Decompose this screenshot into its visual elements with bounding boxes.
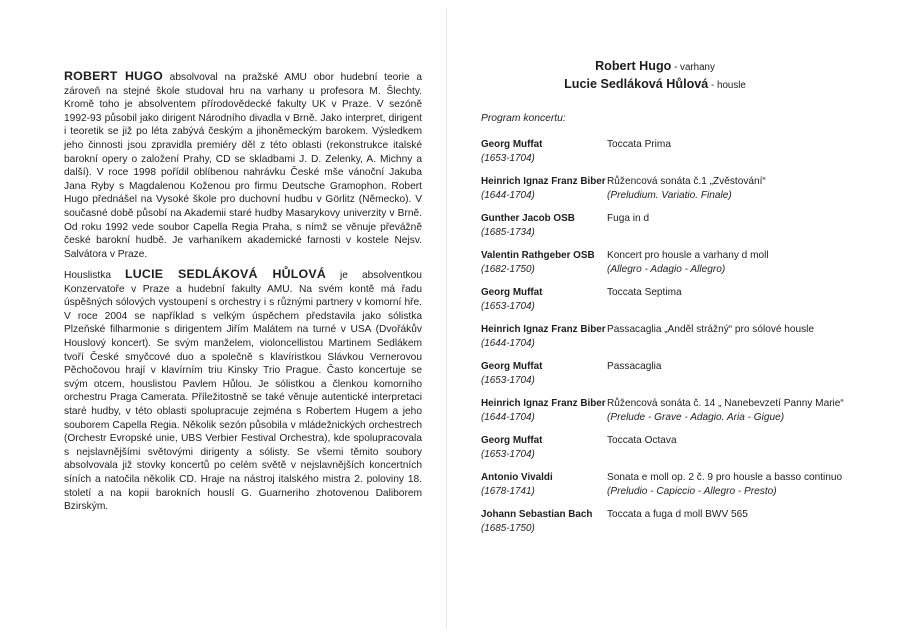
program-composer [481, 249, 605, 277]
work-title: Toccata Septima [607, 287, 682, 298]
work-detail: (Preludium. Variatio. Finale) [607, 190, 732, 201]
work-title: Fuga in d [607, 213, 650, 224]
program-work [607, 175, 867, 203]
composer-name: Georg Muffat [481, 287, 543, 298]
bio-prefix: Houslistka [64, 270, 126, 281]
program-composer [481, 286, 605, 314]
program-work [607, 397, 867, 425]
program-work [607, 212, 867, 226]
program-composer [481, 323, 605, 351]
program-composer [481, 508, 605, 536]
composer-years: (1653-1704) [481, 153, 535, 164]
program-composer [481, 471, 605, 499]
performer-role: - housle [708, 80, 746, 91]
work-detail: (Prelude - Grave - Adagio. Aria - Gigue) [607, 412, 785, 423]
program-composer [481, 434, 605, 462]
program-work [607, 138, 867, 152]
program-work [607, 360, 867, 374]
work-title: Toccata a fuga d moll BWV 565 [607, 509, 748, 520]
work-title: Růžencová sonáta č. 14 „ Nanebevzetí Panny Marie“ [607, 398, 844, 409]
composer-years: (1678-1741) [481, 486, 535, 497]
work-title: Passacaglia [607, 361, 662, 372]
performer-line [480, 58, 830, 76]
bio-text: absolvoval na pražské AMU obor hudební teorie a zároveň na stejné škole studoval hru na varhany u profesora M. Šlechty. Kromě toho je absolventem přírodovědecké fakulty UK v Praze. V sezóně 1992-93 působil jako dirigent Národního divadla v Brně. Jako interpret, dirigent i teoretik se již po léta zabývá českým a jihoněmeckým barokem. Výsledkem jeho činnosti jsou zpravidla premiéry děl z této oblasti (rekonstrukce italské barokní opery o založení Prahy, CD se skladbami J. D. Zelenky, A. Michny a další). V roce 1998 pořídil oblíbenou nahrávku České mše vánoční Jakuba Jana Ryby s Magdalenou Koženou pro firmu Deutsche Gramophon. Robert Hugo přednášel na Vysoké škole pro duchovní hudbu v Görlitz (Německo). V současné době působí na Akademii staré hudby Masarykovy univerzity v Brně. Od roku 1992 vede soubor Capella Regia Praha, s nímž se věnuje převážně české barokní hudbě. Je varhaníkem akademické farnosti v kostele Nejsv. Salvátora v Praze. [64, 72, 422, 260]
work-title: Passacaglia „Anděl strážný“ pro sólové housle [607, 324, 815, 335]
performer-name: Lucie Sedláková Hůlová [564, 77, 709, 91]
work-detail: (Allegro - Adagio - Allegro) [607, 264, 726, 275]
program-work [607, 286, 867, 300]
bio-text: je absolventkou Konzervatoře v Praze a hudební fakulty AMU. Na svém kontě má řadu úspěšných sólových vystoupení s orchestry i s různými partnery v komorní hře. V roce 2004 se například s velkým úspěchem představila jako sólistka Plzeňské filharmonie s dirigentem Jiřím Malátem na turné v USA (Dvořákův Houslový koncert). Se svým manželem, violoncellistou Martinem Sedlákem tvoří České smyčcové duo a společně s klavíristkou Slávkou Vernerovou Pěchočovou hrají v klavírním triu Kinsky Trio Prague. Často koncertuje se svým otcem, houslistou Pavlem Hůlou. Je sólistkou a členkou komorního orchestru Praga Camerata. Příležitostně se také věnuje autentické interpretaci staré hudby, v této oblasti spolupracuje zejména s Robertem Hugem a jeho souborem Capella Regia. Několik sezón působila v mládežnických orchestrech (Orchestr Evropské unie, UBS Verbier Festival Orchestra), kde spolupracovala s nejslavnějšími světovými dirigenty a sólisty. Se všemi těmito soubory absolvovala již stovky koncertů po celém světě v nejslavnějších koncertních síních a natočila několik CD. Hraje na nástroj italského mistra 2. poloviny 18. století a na kopii barokních houslí G. Guarneriho zhotovenou Daliborem Bzirským. [64, 270, 422, 513]
program-composer [481, 175, 605, 203]
work-title: Toccata Octava [607, 435, 677, 446]
composer-years: (1685-1734) [481, 227, 535, 238]
work-detail: (Preludio - Capiccio - Allegro - Presto) [607, 486, 777, 497]
program-composer [481, 397, 605, 425]
composer-name: Johann Sebastian Bach [481, 509, 593, 520]
program-work [607, 434, 867, 448]
performer-name: Robert Hugo [595, 59, 672, 73]
composer-name: Heinrich Ignaz Franz Biber [481, 176, 606, 187]
performers-header [480, 58, 830, 94]
composer-years: (1644-1704) [481, 190, 535, 201]
program-work [607, 471, 867, 499]
program-label: Program koncertu: [481, 113, 566, 124]
composer-years: (1685-1750) [481, 523, 535, 534]
work-title: Růžencová sonáta č.1 „Zvěstování“ [607, 176, 766, 187]
composer-name: Valentin Rathgeber OSB [481, 250, 595, 261]
bio-name: ROBERT HUGO [64, 69, 163, 83]
program-composer [481, 360, 605, 388]
program-work [607, 323, 867, 337]
composer-name: Georg Muffat [481, 139, 543, 150]
program-composer [481, 138, 605, 166]
performer-line [480, 76, 830, 94]
composer-name: Heinrich Ignaz Franz Biber [481, 324, 606, 335]
composer-name: Gunther Jacob OSB [481, 213, 575, 224]
performer-role: - varhany [671, 62, 715, 73]
composer-name: Georg Muffat [481, 361, 543, 372]
bio-robert-hugo [64, 70, 422, 261]
program-composer [481, 212, 605, 240]
composer-years: (1653-1704) [481, 301, 535, 312]
composer-name: Antonio Vivaldi [481, 472, 553, 483]
work-title: Toccata Prima [607, 139, 671, 150]
bio-name: LUCIE SEDLÁKOVÁ HŮLOVÁ [125, 267, 326, 281]
bio-lucie-sedlakova-hulova [64, 268, 422, 514]
work-title: Sonata e moll op. 2 č. 9 pro housle a basso continuo [607, 472, 843, 483]
composer-years: (1653-1704) [481, 375, 535, 386]
program-work [607, 249, 867, 277]
composer-years: (1653-1704) [481, 449, 535, 460]
composer-name: Heinrich Ignaz Franz Biber [481, 398, 606, 409]
composer-name: Georg Muffat [481, 435, 543, 446]
composer-years: (1644-1704) [481, 412, 535, 423]
composer-years: (1682-1750) [481, 264, 535, 275]
program-work [607, 508, 867, 522]
work-title: Koncert pro housle a varhany d moll [607, 250, 769, 261]
page-fold [446, 8, 447, 628]
composer-years: (1644-1704) [481, 338, 535, 349]
